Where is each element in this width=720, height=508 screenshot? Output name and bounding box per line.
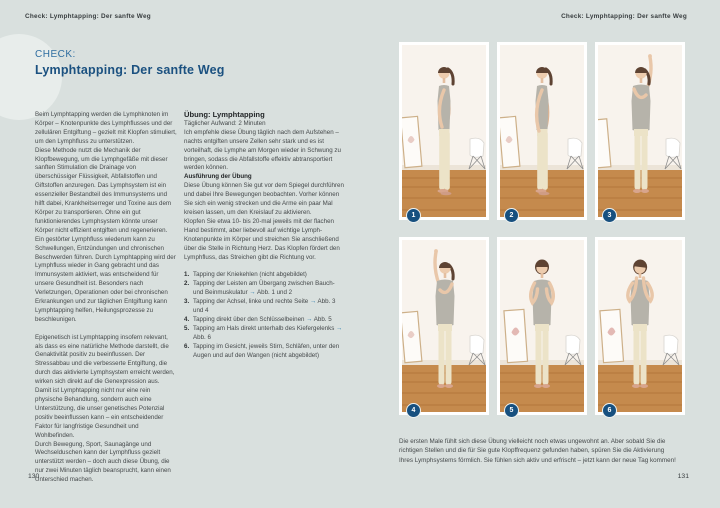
page-number-left: 130 xyxy=(28,473,40,480)
exercise-photo-2 xyxy=(497,42,587,220)
chapter-kicker: CHECK: xyxy=(35,49,76,60)
step-item: 5. Tapping am Hals direkt unterhalb des Kiefergelenks → Abb. 6 xyxy=(184,324,343,341)
photo-caption: Die ersten Male fühlt sich diese Übung vielleicht noch etwas ungewohnt an. Aber sobald Sie die richtigen Stellen und die für Sie gute Klopffrequenz gefunden haben, spüren Sie die Aktivierung Ihres Lymphsystems förmlich. Sie fühlen sich aktiv und erfrischt – jetzt kann der neue Tag kommen! xyxy=(399,438,676,464)
step-item: 1. Tapping der Kniekehlen (nicht abgebildet) xyxy=(184,271,307,279)
arrow-ref-icon: → xyxy=(249,289,256,297)
paragraph: Ein gestörter Lymphfluss wiederum kann zu Schwellungen, Entzündungen und chronischen Beschwerden führen. Durch Lymphtapping wird der Lymphfluss wieder in Gang gebracht und das Immunsystem aktiviert, was entscheidend für unsere Gesundheit ist. Besonders nach Verletzungen, Operationen oder bei chronischen Erkrankungen und zur täglichen Entgiftung kann Lymphtapping helfen, Heilungsprozesse zu beschleunigen. xyxy=(35,235,176,323)
exercise-heading: Übung: Lymphtapping xyxy=(184,110,265,119)
arrow-ref-icon: → xyxy=(306,315,313,323)
step-item: 2. Tapping der Leisten am Übergang zwischen Bauch- und Beinmuskulatur → Abb. 1 und 2 xyxy=(184,280,335,297)
exercise-photo-4 xyxy=(399,237,489,415)
running-header-right: Check: Lymphtapping: Der sanfte Weg xyxy=(561,13,687,20)
paragraph: Ich empfehle diese Übung täglich nach dem Aufstehen – nachts entgiften unsere Zellen sehr stark und es ist vorteilhaft, die Lymphe am Morgen wieder in Schwung zu bringen, sodass die Abfallstoffe effektiv abtransportiert werden können. xyxy=(184,128,341,172)
photo-number-badge-3: 3 xyxy=(602,208,617,223)
photo-number-badge-6: 6 xyxy=(602,403,617,418)
exercise-photo-1 xyxy=(399,42,489,220)
photo-number-badge-1: 1 xyxy=(406,208,421,223)
text-column-1 xyxy=(35,111,177,485)
exercise-photo-grid xyxy=(399,42,685,415)
paragraph: Diese Übung können Sie gut vor dem Spiegel durchführen und dabei Ihre Bewegungen beobachten. Vorher können Sie sich ein wenig strecken und die Arme ein paar Mal kreisen lassen, um den Kreislauf zu aktivieren. xyxy=(184,182,344,216)
paragraph: Diese Methode nutzt die Mechanik der Klopfbewegung, um die Lymphgefäße mit dieser sanften Stimulation die Drainage von überschüssiger Flüssigkeit, Abfallstoffen und Giftstoffen anzuregen. Das Lymphsystem ist ein essenzieller Bestandteil des Immunsystems und hilft dabei, Krankheitserreger und Toxine aus dem Körper zu transportieren. Ohne ein gut funktionierendes Lymphsystem könnte unser Körper nicht effizient entgiften und regenerieren. xyxy=(35,146,172,234)
exercise-photo-3 xyxy=(595,42,685,220)
arrow-ref-icon: → xyxy=(309,298,317,306)
paragraph: Klopfen Sie etwa 10- bis 20-mal jeweils mit der flachen Hand bestimmt, aber liebevoll auf wichtige Lymph-Knotenpunkte im Körper und streichen Sie anschließend über die Stelle in Richtung Herz. Das Klopfen fördert den Lymphfluss, das Streichen gibt die Richtung vor. xyxy=(184,217,340,261)
running-header-left: Check: Lymphtapping: Der sanfte Weg xyxy=(25,13,151,20)
photo-number-badge-2: 2 xyxy=(504,208,519,223)
paragraph: Epigenetisch ist Lymphtapping insofern relevant, als dass es eine natürliche Methode darstellt, die Genaktivität positiv zu beeinflussen. Der Stressabbau und die verbesserte Entgiftung, die durch das aktivierte Lymphsystem erreicht werden, wirken sich direkt auf die Genexpression aus. Damit ist Lymphtapping nicht nur eine rein physische Behandlung, sondern auch eine Unterstützung, die unser genetisches Potenzial positiv beeinflussen kann – ein entscheidender Faktor für langfristige Gesundheit und Wohlbefinden. xyxy=(35,333,175,439)
arrow-ref-icon: → xyxy=(336,324,343,332)
execution-heading: Ausführung der Übung xyxy=(184,173,252,181)
step-item: 4. Tapping direkt über den Schlüsselbeinen → Abb. 5 xyxy=(184,315,332,323)
exercise-illustration-3 xyxy=(598,45,682,217)
exercise-illustration-1 xyxy=(402,45,486,217)
decorative-circle xyxy=(0,34,62,120)
exercise-photo-5 xyxy=(497,237,587,415)
exercise-effort: Täglicher Aufwand: 2 Minuten xyxy=(184,119,266,127)
text-column-2 xyxy=(184,111,344,360)
paragraph: Durch Bewegung, Sport, Saunagänge und Wechselduschen kann der Lymphfluss gezielt unterstützt werden – doch auch diese Übung, die nur zwei Minuten täglich beansprucht, kann einen Unterschied machen. xyxy=(35,440,171,484)
step-item: 3. Tapping der Achsel, linke und rechte Seite → Abb. 3 und 4 xyxy=(184,298,336,315)
step-list xyxy=(184,271,344,360)
exercise-illustration-6 xyxy=(598,240,682,412)
exercise-illustration-4 xyxy=(402,240,486,412)
chapter-title-block xyxy=(35,49,225,77)
paragraph: Beim Lymphtapping werden die Lymphknoten im Körper – Knotenpunkte des Lymphflusses und der zellulären Entgiftung – gezielt mit Klopfen stimuliert, um den Lymphfluss zu unterstützen. xyxy=(35,111,177,145)
exercise-photo-6 xyxy=(595,237,685,415)
exercise-illustration-5 xyxy=(500,240,584,412)
chapter-title: Lymphtapping: Der sanfte Weg xyxy=(35,63,225,77)
page-number-right: 131 xyxy=(677,473,689,480)
exercise-illustration-2 xyxy=(500,45,584,217)
photo-number-badge-4: 4 xyxy=(406,403,421,418)
step-item: 6. Tapping im Gesicht, jeweils Stirn, Schläfen, unter den Augen und auf den Wangen (nicht abgebildet) xyxy=(184,342,340,359)
photo-number-badge-5: 5 xyxy=(504,403,519,418)
